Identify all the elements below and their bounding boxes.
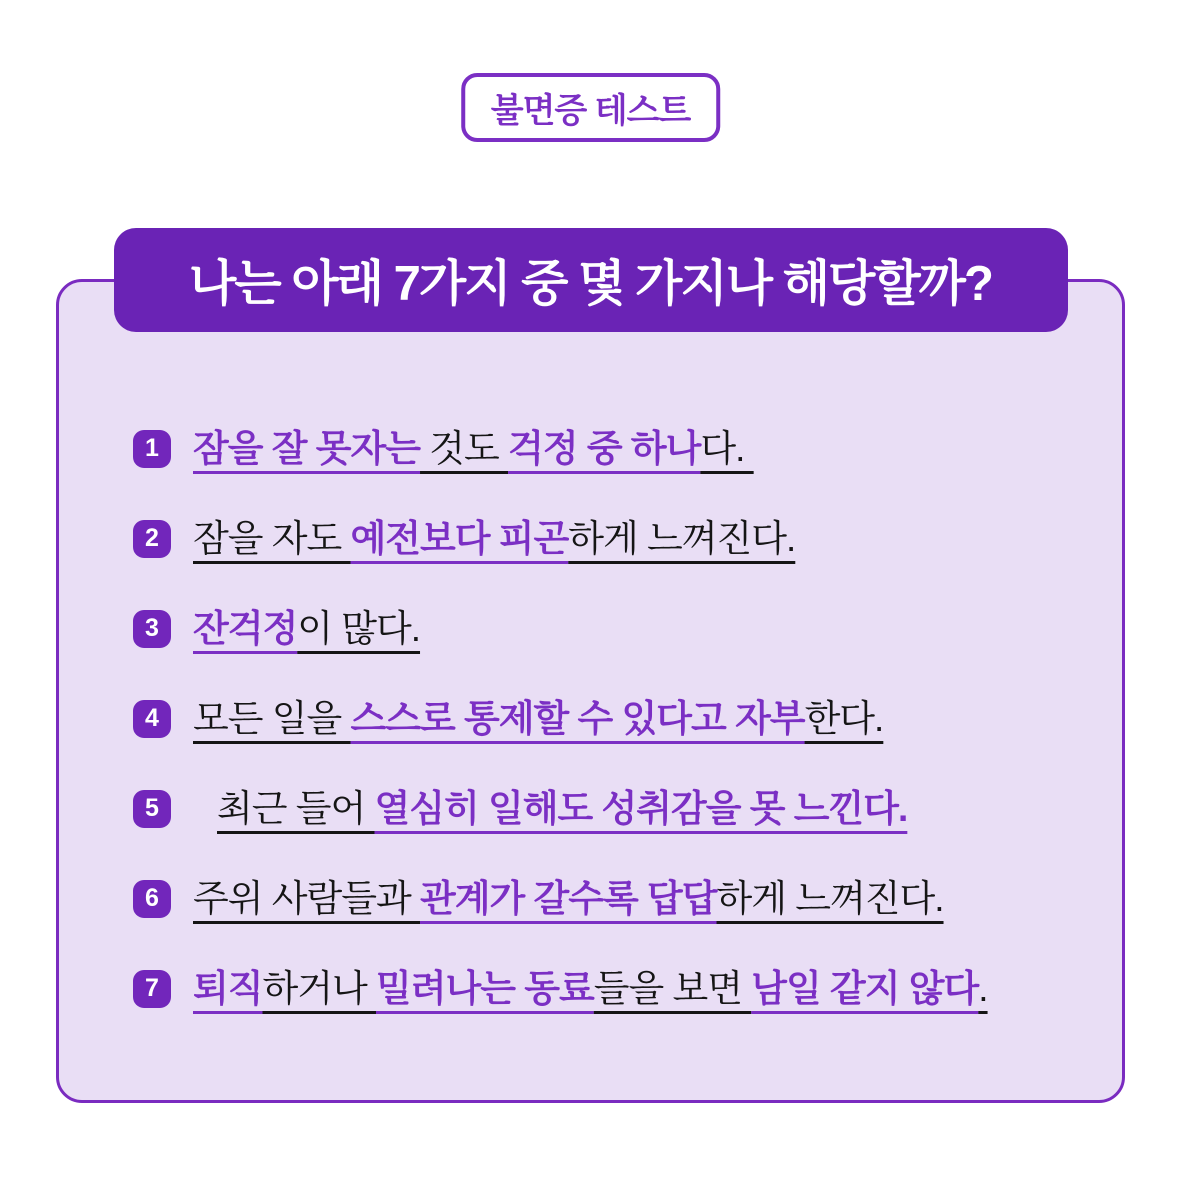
- checklist-item: [133, 694, 1092, 743]
- item-text: [193, 604, 420, 653]
- item-text-segment: 하거나: [262, 968, 376, 1009]
- item-text: [193, 964, 988, 1013]
- item-text-segment: 최근 들어: [217, 788, 375, 829]
- item-text-highlight: 예전보다 피곤: [350, 518, 569, 559]
- item-text-highlight: 관계가 갈수록 답답: [420, 878, 717, 919]
- item-text: [193, 424, 754, 473]
- checklist-item: [133, 424, 1092, 473]
- item-number-badge: 1: [133, 430, 171, 468]
- item-text-highlight: 스스로 통제할 수 있다고 자부: [350, 698, 805, 739]
- item-text-highlight: 열심히 일해도 성취감을 못 느낀다.: [374, 788, 908, 829]
- item-text-segment: 한다.: [804, 698, 884, 739]
- checklist: [133, 424, 1092, 1013]
- item-text: [193, 694, 883, 743]
- checklist-item: [133, 604, 1092, 653]
- item-text-highlight: 밀려나는 동료: [376, 968, 594, 1009]
- item-number-badge: 3: [133, 610, 171, 648]
- item-text-highlight: 잠을 잘 못자는: [193, 428, 421, 469]
- item-text: [193, 874, 944, 923]
- item-text-segment: 들을 보면: [593, 968, 752, 1009]
- item-number-badge: 7: [133, 970, 171, 1008]
- item-number-badge: 2: [133, 520, 171, 558]
- checklist-panel: [56, 279, 1125, 1103]
- checklist-item: [133, 514, 1092, 563]
- item-text-segment: .: [978, 968, 988, 1009]
- item-text-segment: 모든 일을: [193, 698, 351, 739]
- checklist-item: [133, 964, 1092, 1013]
- item-text-highlight: 잔걱정: [193, 608, 298, 649]
- item-text-highlight: 퇴직: [193, 968, 263, 1009]
- item-text-highlight: 걱정 중 하나: [508, 428, 701, 469]
- item-number-badge: 5: [133, 790, 171, 828]
- insomnia-test-badge: 불면증 테스트: [461, 73, 721, 142]
- item-text: [193, 784, 907, 833]
- item-text-segment: 하게 느껴진다.: [716, 878, 944, 919]
- item-number-badge: 6: [133, 880, 171, 918]
- question-title-bar: [114, 228, 1068, 332]
- item-text-segment: 것도: [420, 428, 509, 469]
- item-text-segment: 이 많다.: [297, 608, 421, 649]
- item-text-segment: 잠을 자도: [193, 518, 351, 559]
- checklist-item: [133, 784, 1092, 833]
- item-text-segment: 다.: [700, 428, 754, 469]
- question-title: 나는 아래 7가지 중 몇 가지나 해당할까?: [189, 257, 992, 311]
- item-text-segment: 하게 느껴진다.: [568, 518, 796, 559]
- item-text-highlight: 남일 같지 않다: [751, 968, 979, 1009]
- checklist-item: [133, 874, 1092, 923]
- item-text-segment: 주위 사람들과: [193, 878, 421, 919]
- item-text: [193, 514, 795, 563]
- item-number-badge: 4: [133, 700, 171, 738]
